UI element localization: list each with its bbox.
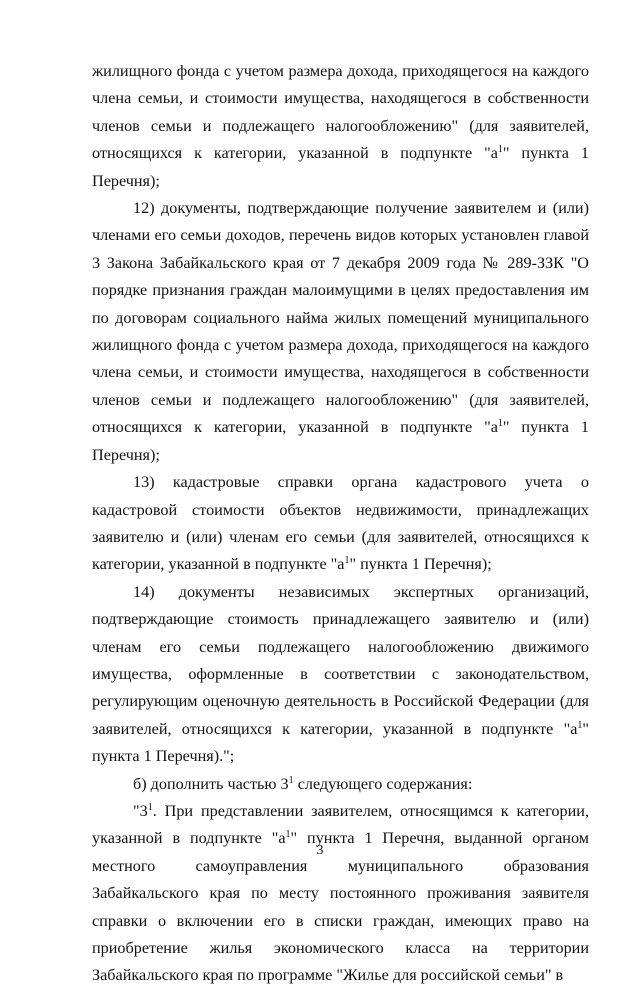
paragraph (92, 798, 589, 990)
superscript-index: 1 (147, 801, 153, 813)
paragraph-text: " пункта 1 Перечня, выданной органом местного самоуправления муниципального образования Забайкальского края по месту постоянного проживания заявителя справки о включении его в списки граждан, имеющих право на приобретение жилья экономического класса на территории Забайкальского края по программе "Жилье для российской семьи" в (92, 829, 589, 985)
paragraph-text: " пункта 1 Перечня); (92, 418, 589, 464)
superscript-index: 1 (285, 829, 291, 841)
superscript-index: 1 (497, 418, 503, 430)
superscript-index: 1 (497, 144, 503, 156)
paragraph-text: 13) кадастровые справки органа кадастрового учета о кадастровой стоимости объектов недвижимости, принадлежащих заявителю и (или) членам его семьи (для заявителей, относящихся к категории, указанной в подпункте "а (92, 473, 589, 574)
paragraph-text: " пункта 1 Перечня)."; (92, 719, 589, 766)
superscript-index: 1 (577, 719, 583, 731)
paragraph-text: жилищного фонда с учетом размера дохода, приходящегося на каждого члена семьи, и стоимости имущества, находящегося в собственности членов семьи и подлежащего налогообложению" (для заявителей, относящихся к категории, указанной в подпункте "а (92, 62, 589, 163)
paragraph-text: " пункта 1 Перечня); (349, 555, 492, 574)
paragraph-text: 14) документы независимых экспертных организаций, подтверждающие стоимость принадлежащего заявителю и (или) членам его семьи подлежащего налогообложению движимого имущества, оформленные в соответствии с законодательством, регулирующим оценочную деятельность в Российской Федерации (для заявителей, относящихся к категории, указанной в подпункте "а (92, 582, 589, 738)
paragraph (92, 195, 589, 469)
paragraph (92, 771, 589, 798)
paragraph-text: "3 (133, 801, 148, 820)
superscript-index: 1 (344, 555, 350, 567)
paragraph (92, 58, 589, 195)
paragraph-text: следующего содержания: (293, 774, 473, 793)
paragraph-text: " пункта 1 Перечня); (92, 144, 589, 190)
page-number: 3 (316, 843, 324, 858)
paragraph (92, 469, 589, 579)
paragraph (92, 579, 589, 771)
superscript-index: 1 (288, 774, 294, 786)
paragraph-text: . При представлении заявителем, относящимся к категории, указанной в подпункте "а (92, 801, 589, 848)
paragraph-text: 12) документы, подтверждающие получение заявителем и (или) членами его семьи доходов, перечень видов которых установлен главой 3 Закона Забайкальского края от 7 декабря 2009 года № 289-ЗЗК "О порядке признания граждан малоимущими в целях предоставления им по договорам социального найма жилых помещений муниципального жилищного фонда с учетом размера дохода, приходящегося на каждого члена семьи, и стоимости имущества, находящегося в собственности членов семьи и подлежащего налогообложению" (для заявителей, относящихся к категории, указанной в подпункте "а (92, 199, 589, 437)
paragraph-text: б) дополнить частью 3 (133, 774, 289, 793)
